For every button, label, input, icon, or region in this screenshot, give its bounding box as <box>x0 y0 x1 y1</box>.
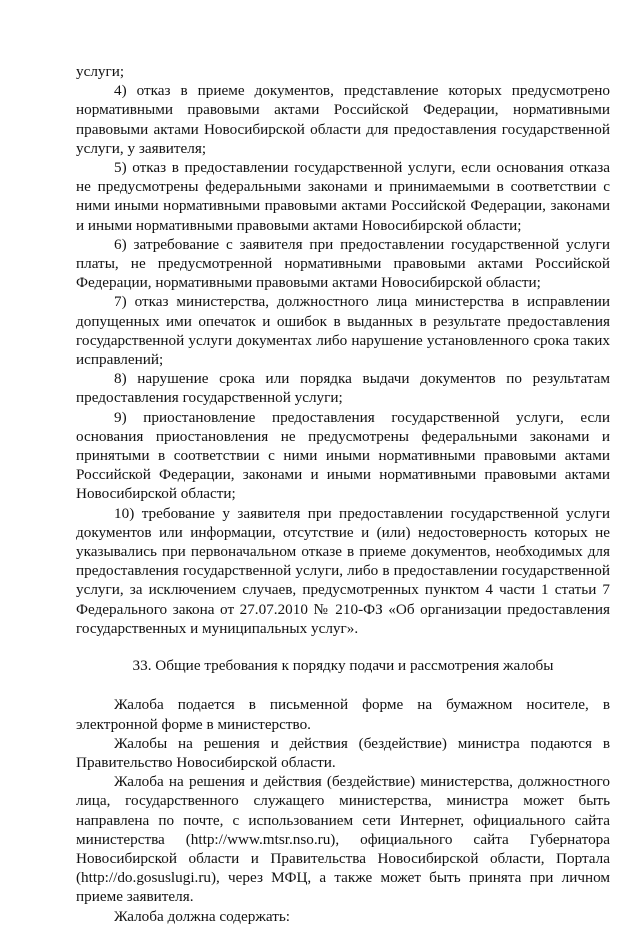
paragraph-item-5: 5) отказ в предоставлении государственной услуги, если основания отказа не предусмотрены федеральными законами и принимаемыми в соответствии с ними иными нормативными правовыми актами Российской Федерации, законами и иными нормативными правовыми актами Новосибирской области; <box>76 159 610 234</box>
paragraph-item-10: 10) требование у заявителя при предоставлении государственной услуги документов или информации, отсутствие и (или) недостоверность которых не указывались при первоначальном отказе в приеме документов, необходимых для предоставления государственной услуги, либо в предоставлении государственной услуги, за исключением случаев, предусмотренных пунктом 4 части 1 статьи 7 Федерального закона от 27.07.2010 № 210-ФЗ «Об организации предоставления государственных и муниципальных услуг». <box>76 504 610 637</box>
document-page <box>76 62 610 926</box>
paragraph-item-4: 4) отказ в приеме документов, представление которых предусмотрено нормативными правовыми актами Российской Федерации, нормативными правовыми актами Новосибирской области для предоставления государственной услуги, у заявителя; <box>76 82 610 157</box>
paragraph-complaint-channels: Жалоба на решения и действия (бездействие) министерства, должностного лица, государственного служащего министерства, министра может быть направлена по почте, с использованием сети Интернет, официального сайта министерства (http://www.mtsr.nso.ru), официального сайта Губернатора Новосибирской области и Правительства Новосибирской области, Портала (http://do.gosuslugi.ru), через МФЦ, а также может быть принята при личном приеме заявителя. <box>76 773 610 906</box>
paragraph-complaint-contents: Жалоба должна содержать: <box>114 907 290 925</box>
paragraph-item-8: 8) нарушение срока или порядка выдачи документов по результатам предоставления государственной услуги; <box>76 370 610 407</box>
paragraph-item-6: 6) затребование с заявителя при предоставлении государственной услуги платы, не предусмотренной нормативными правовыми актами Российской Федерации, нормативными правовыми актами Новосибирской области; <box>76 235 610 292</box>
paragraph-item-7: 7) отказ министерства, должностного лица министерства в исправлении допущенных ими опечаток и ошибок в выданных в результате предоставления государственной услуги документах либо нарушение установленного срока таких исправлений; <box>76 293 610 369</box>
section-heading: 33. Общие требования к порядку подачи и рассмотрения жалобы <box>132 657 554 675</box>
paragraph-item-9: 9) приостановление предоставления государственной услуги, если основания приостановления не предусмотрены федеральными законами и принятыми в соответствии с ними иными нормативными правовыми актами Российской Федерации, законами и иными нормативными правовыми актами Новосибирской области; <box>76 408 610 503</box>
paragraph-continuation: услуги; <box>76 63 125 80</box>
paragraph-complaint-form: Жалоба подается в письменной форме на бумажном носителе, в электронной форме в министерство. <box>76 696 610 733</box>
paragraph-complaint-minister: Жалобы на решения и действия (бездействие) министра подаются в Правительство Новосибирской области. <box>76 734 610 771</box>
